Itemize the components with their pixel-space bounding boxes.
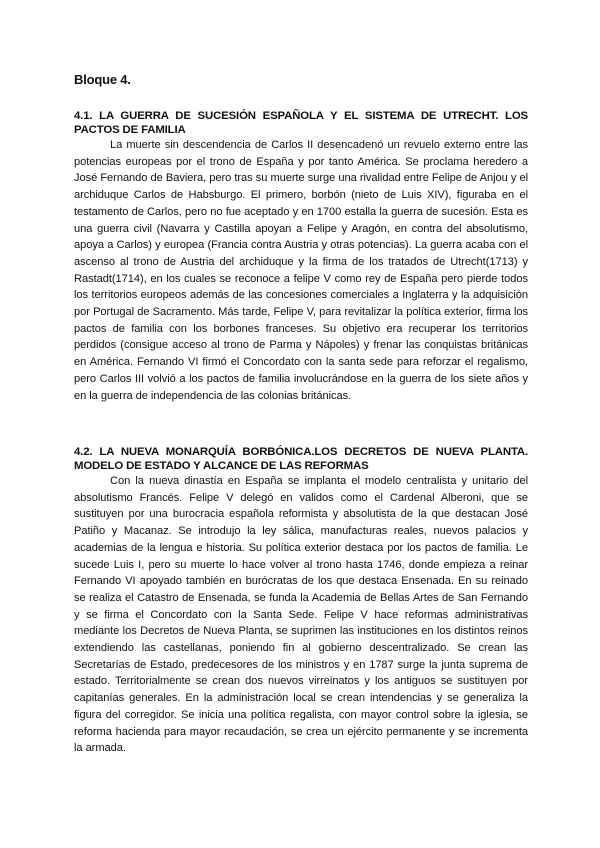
section-heading: 4.1. LA GUERRA DE SUCESIÓN ESPAÑOLA Y EL SISTEMA DE UTRECHT. LOS PACTOS DE FAMILIA — [74, 110, 528, 136]
section-body: La muerte sin descendencia de Carlos II desencadenó un revuelo externo entre las potencias europeas por el trono de España y por tanto América. Se proclama heredero a José Fernando de Baviera, pero tras su muerte surge una rivalidad entre Felipe de Anjou y el archiduque Carlos de Habsburgo. El primero, borbón (nieto de Luis XIV), figuraba en el testamento de Carlos, pero no fue aceptado y en 1700 estalla la guerra de sucesión. Esta es una guerra civil (Navarra y Castilla apoyan a Felipe y Aragón, en contra del absolutismo, apoya a Carlos) y europea (Francia contra Austria y otras potencias). La guerra acaba con el ascenso al trono de Austria del archiduque y la firma de los tratados de Utrecht(1713) y Rastadt(1714), en los cuales se reconoce a felipe V como rey de España pero pierde todos los territorios europeos además de las concesiones comerciales a Inglaterra y la adquisición por Portugal de Sacramento. Más tarde, Felipe V, para revitalizar la política exterior, firma los pactos de familia con los borbones franceses. Su objetivo era recuperar los territorios perdidos (consigue acceso al trono de Parma y Nápoles) y frenar las conquistas británicas en América. Fernando VI firmó el Concordato con la santa sede para reforzar el regalismo, pero Carlos III volvió a los pactos de familia involucrándose en la guerra de los siete años y en la guerra de independencia de las colonias británicas. — [74, 139, 528, 402]
section-bourbon-monarchy — [74, 445, 528, 757]
section-war-of-succession — [74, 109, 528, 404]
block-title: Bloque 4. — [74, 72, 131, 87]
section-body: Con la nueva dinastía en España se implanta el modelo centralista y unitario del absolutismo Francés. Felipe V delegó en validos como el Cardenal Alberoni, que se sustituyen por una burocracia española reformista y absolutista de la que destacan José Patiño y Macanaz. Se introdujo la ley sálica, manufacturas reales, nuevos palacios y academias de la lengua e historia. Su política exterior destaca por los pactos de familia. Le sucede Luis I, pero su muerte lo hace volver al trono hasta 1746, donde empieza a reinar Fernando VI apoyado también en burócratas de los que destaca Ensenada. En su reinado se realiza el Catastro de Ensenada, se funda la Academia de Bellas Artes de San Fernando y se firma el Concordato con la Santa Sede. Felipe V hace reformas administrativas mediante los Decretos de Nueva Planta, se suprimen las instituciones en los distintos reinos extendiendo las castellanas, poniendo fin al gobierno descentralizado. Se crean las Secretarías de Estado, predecesores de los ministros y en 1787 surge la junta suprema de estado. Territorialmente se crean dos nuevos virreinatos y los antiguos se sustituyen por capitanías generales. En la administración local se crean intendencias y se generaliza la figura del corregidor. Se inicia una política regalista, con mayor control sobre la iglesia, se reforma hacienda para mayor recaudación, se crea un ejército permanente y se incrementa la armada. — [74, 475, 528, 755]
section-heading: 4.2. LA NUEVA MONARQUÍA BORBÓNICA.LOS DECRETOS DE NUEVA PLANTA. MODELO DE ESTADO Y ALCANCE DE LAS REFORMAS — [74, 446, 528, 472]
